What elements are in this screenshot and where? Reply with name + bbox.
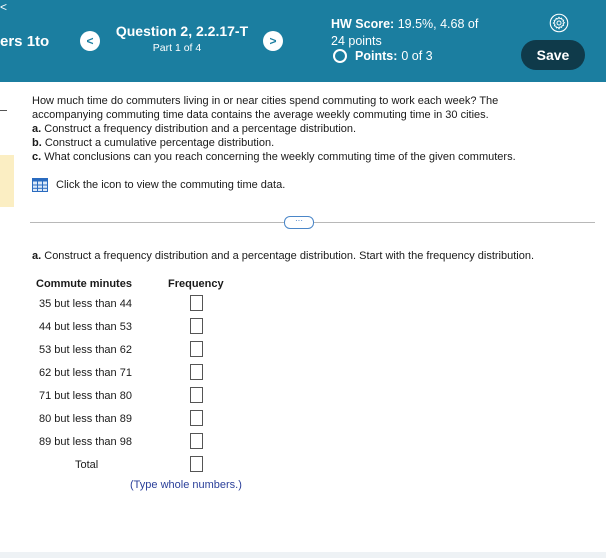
row-label-80-89: 80 but less than 89: [39, 413, 132, 425]
subquestion-c-letter: c.: [32, 151, 42, 163]
subquestion-b-letter: b.: [32, 137, 42, 149]
left-accent-bar: [0, 155, 14, 207]
row-label-62-71: 62 but less than 71: [39, 367, 132, 379]
question-text: [32, 94, 572, 164]
subquestion-c-text: What conclusions can you reach concerning the weekly commuting time of the given commuters.: [44, 151, 516, 163]
assignment-title: ers 1to: [0, 33, 50, 50]
expand-more-button[interactable]: ···: [284, 216, 314, 229]
bottom-strip: [0, 552, 606, 558]
row-label-53-62: 53 but less than 62: [39, 344, 132, 356]
frequency-input-80-89[interactable]: [190, 410, 203, 426]
subquestion-a-letter: a.: [32, 123, 42, 135]
hw-score-label: HW Score:: [331, 17, 395, 31]
subquestion-b: [32, 136, 572, 150]
gear-icon[interactable]: [549, 13, 569, 33]
question-part: Part 1 of 4: [152, 42, 202, 54]
frequency-input-53-62[interactable]: [190, 341, 203, 357]
points-value: 0 of 3: [401, 49, 433, 63]
hw-score-value-2: 24 points: [331, 34, 382, 48]
points-label: Points:: [355, 49, 398, 63]
previous-question-button[interactable]: <: [80, 31, 100, 51]
frequency-input-total[interactable]: [190, 456, 203, 472]
frequency-input-89-98[interactable]: [190, 433, 203, 449]
subquestion-c: [32, 150, 572, 164]
part-a-instruction: [32, 250, 534, 262]
frequency-input-44-53[interactable]: [190, 318, 203, 334]
save-button[interactable]: Save: [521, 40, 585, 70]
points-status: [333, 49, 433, 63]
input-hint: (Type whole numbers.): [130, 479, 242, 491]
table-grid-icon[interactable]: [32, 178, 48, 192]
frequency-input-62-71[interactable]: [190, 364, 203, 380]
question-intro-line1: How much time do commuters living in or near cities spend commuting to work each week? The: [32, 95, 499, 107]
row-label-71-80: 71 but less than 80: [39, 390, 132, 402]
subquestion-a: [32, 122, 572, 136]
column-header-frequency: Frequency: [168, 278, 224, 290]
next-question-button[interactable]: >: [263, 31, 283, 51]
subquestion-a-text: Construct a frequency distribution and a percentage distribution.: [44, 123, 357, 135]
part-a-text: Construct a frequency distribution and a percentage distribution. Start with the frequency distribution.: [44, 250, 535, 262]
row-label-35-44: 35 but less than 44: [39, 298, 132, 310]
subquestion-b-text: Construct a cumulative percentage distribution.: [44, 137, 275, 149]
total-label: Total: [75, 459, 99, 471]
frequency-input-35-44[interactable]: [190, 295, 203, 311]
part-a-letter: a.: [32, 250, 42, 262]
data-table-link[interactable]: [32, 178, 285, 192]
hw-score: [331, 16, 501, 50]
column-header-commute-minutes: Commute minutes: [36, 278, 132, 290]
back-chevron-icon[interactable]: <: [0, 0, 8, 14]
question-title: Question 2, 2.2.17-T: [115, 23, 249, 39]
frequency-input-71-80[interactable]: [190, 387, 203, 403]
row-label-44-53: 44 but less than 53: [39, 321, 132, 333]
side-divider: [0, 110, 7, 111]
hw-score-value: 19.5%, 4.68 of: [397, 17, 479, 31]
row-label-89-98: 89 but less than 98: [39, 436, 132, 448]
header-bar: [0, 0, 606, 82]
points-circle-icon: [333, 49, 347, 63]
data-link-text[interactable]: Click the icon to view the commuting time data.: [56, 179, 286, 191]
question-intro-line2: accompanying commuting time data contains the average weekly commuting time in 30 cities.: [32, 109, 489, 121]
